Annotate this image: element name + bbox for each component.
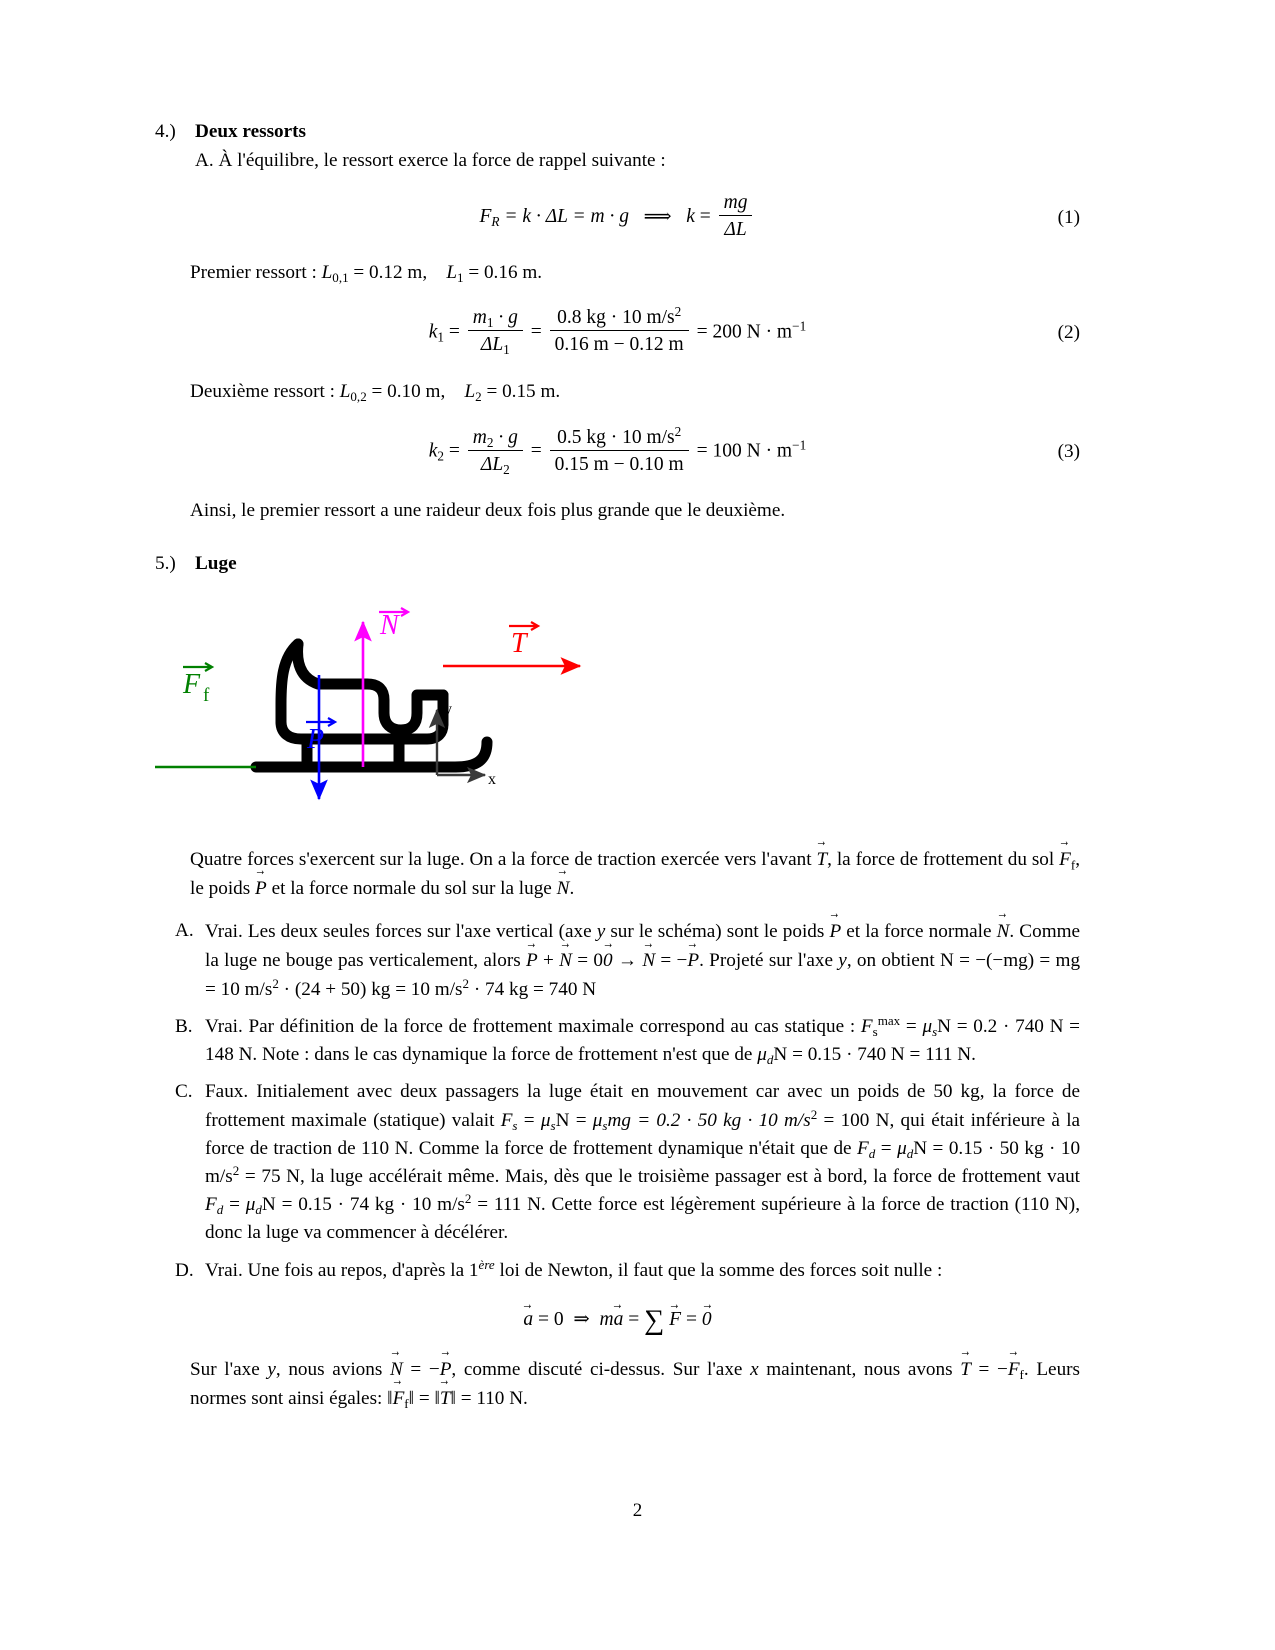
vector-N-a2: N → bbox=[559, 946, 572, 975]
force-friction-label-sub: f bbox=[203, 684, 210, 706]
eq3-k-sub: 2 bbox=[437, 448, 445, 464]
answer-a-exp1: 2 bbox=[272, 975, 279, 991]
force-normal-label: N bbox=[380, 609, 399, 641]
answer-item-d bbox=[155, 1257, 1080, 1285]
eq2-frac1-num-rest: · g bbox=[498, 307, 518, 329]
eqD-eq2: = bbox=[628, 1308, 640, 1330]
answer-c-mu-s1-sub: s bbox=[550, 1117, 556, 1133]
eq2-frac2-num-text: 0.8 kg · 10 m/s bbox=[557, 307, 675, 329]
eq3-fraction-2 bbox=[550, 423, 689, 476]
eq2-result: = 200 N · m bbox=[696, 321, 793, 343]
answer-d-sup: ère bbox=[478, 1256, 495, 1272]
eq3-frac1-num-sub: 2 bbox=[486, 434, 494, 450]
problem-5 bbox=[155, 550, 1080, 577]
answer-item-a bbox=[155, 917, 1080, 1004]
force-traction-label: T bbox=[511, 627, 527, 659]
spring-1-line: Premier ressort : $L_{0,1} = 0.12$ m, $L_1 = 0.16$ m. bbox=[190, 261, 543, 285]
eq2-frac2-num-exp: 2 bbox=[674, 304, 682, 320]
eq2-fraction-1 bbox=[468, 306, 523, 356]
equation-1-wrapper bbox=[155, 193, 1080, 243]
answer-c-mu-d2-sub: d bbox=[255, 1202, 262, 1218]
page-number: 2 bbox=[632, 1500, 643, 1521]
eq1-lhs-sub: R bbox=[491, 214, 500, 230]
answer-c-t2: la force de frottement maximale (statique) valait bbox=[205, 1081, 1080, 1131]
vector-F-sub-1: f bbox=[1070, 856, 1076, 872]
closing-t7: . Leurs normes sont ainsi égales: bbox=[190, 1358, 1081, 1410]
eq3-frac2-num-text: 0.5 kg · 10 m/s bbox=[557, 426, 675, 448]
problem-5-number: 5.) bbox=[155, 553, 176, 575]
answer-c-eqd: = 100 bbox=[823, 1109, 870, 1131]
eq3-frac2-num-exp: 2 bbox=[674, 423, 682, 439]
eq2-result-exp: −1 bbox=[792, 318, 807, 334]
answer-b-mu-d-sub: d bbox=[766, 1052, 774, 1068]
answer-c-fd2: F bbox=[205, 1194, 217, 1216]
answer-c-mu-s2-sub: s bbox=[602, 1117, 608, 1133]
intro-text-5: et la force normale du sol sur la luge bbox=[271, 877, 552, 899]
vector-P-a1: P → bbox=[829, 917, 841, 946]
intro-text-1: Quatre forces s'exercent sur la luge. On a la force de traction exercée vers l'avant bbox=[190, 848, 812, 870]
vector-F-norm-sub: f bbox=[404, 1396, 409, 1412]
eq1-expr: = k · ΔL = m · g bbox=[504, 206, 630, 227]
eqD-sum-symbol: ∑ bbox=[644, 1304, 665, 1336]
equation-2: $k_1$ = $\frac{m_1 \cdot g}{\Delta L_1}$ = $\frac{0.8 kg \cdot 10 m/s^2}{0.16 m - 0.12 m}$ = 200 $N \cdot m^{-1}$ bbox=[428, 304, 807, 358]
vector-a-1: a → bbox=[523, 1308, 533, 1331]
answer-c-eqc: mg = 0.2 · 50 kg · 10 m/s bbox=[607, 1109, 811, 1131]
vector-F-inline-1: F → bbox=[1059, 845, 1071, 874]
eq2-frac1-num bbox=[468, 306, 523, 331]
equation-3: $k_2$ = $\frac{m_2 \cdot g}{\Delta L_2}$ = $\frac{0.5 kg \cdot 10 m/s^2}{0.15 m - 0.10 m}$ = 100 $N \cdot m^{-1}$ bbox=[428, 423, 807, 477]
axis-x-label: x bbox=[488, 770, 496, 788]
answer-c-fd2-sub: d bbox=[216, 1202, 224, 1218]
eqD-implies: ⇒ bbox=[573, 1308, 590, 1330]
answer-b-letter: B. bbox=[175, 1015, 193, 1037]
problem-4-conclusion: Ainsi, le premier ressort a une raideur deux fois plus grande que le deuxième. bbox=[190, 500, 786, 522]
eq3-frac1-den-var: ΔL bbox=[480, 453, 504, 475]
eqD-eq3: = bbox=[685, 1308, 697, 1330]
answer-d-t1: Une fois au repos, d'après la 1 bbox=[247, 1259, 479, 1281]
eq2-frac1-den bbox=[468, 331, 523, 356]
eq1-frac-den: ΔL bbox=[724, 218, 747, 240]
answer-c-fs-sub: s bbox=[512, 1117, 518, 1133]
sled-force-diagram bbox=[155, 600, 1080, 815]
answer-c-mu-s1: μ bbox=[540, 1109, 551, 1131]
eq2-frac1-num-var: m bbox=[472, 307, 487, 329]
eq2-fraction-2 bbox=[550, 306, 689, 356]
answer-c-exp1: 2 bbox=[810, 1106, 818, 1122]
answer-c-letter: C. bbox=[175, 1081, 193, 1103]
answer-c-eqa: = bbox=[523, 1109, 535, 1131]
spring-2-L0-var: L bbox=[339, 380, 351, 402]
answer-item-c bbox=[155, 1078, 1080, 1247]
answer-b-t2: = bbox=[905, 1015, 917, 1037]
eq3-frac2-den: 0.15 m − 0.10 m bbox=[554, 453, 684, 475]
answer-c-eqg: = 75 N, la luge accélérait même. Mais, dès que le bbox=[244, 1165, 633, 1187]
problem-4 bbox=[155, 118, 1080, 175]
answer-c-eqh: = bbox=[229, 1194, 240, 1216]
answer-c-t3: N, qui était inférieure à la force de traction de 110 N. Comme la force de frottement dynamique bbox=[205, 1109, 1081, 1159]
problem-5-intro-paragraph bbox=[155, 845, 1080, 903]
eq2-frac1-num-sub: 1 bbox=[486, 315, 494, 331]
closing-axis-y: y bbox=[267, 1358, 276, 1380]
answer-a-eq2: = − bbox=[660, 950, 688, 972]
answer-a-t6: . Projeté bbox=[699, 950, 764, 972]
answer-a-t8: , on obtient N = −(−mg) = mg = 10 m/s bbox=[205, 950, 1081, 1000]
answer-a-arrow: → bbox=[617, 950, 638, 972]
answer-c-eqj: = 111 bbox=[477, 1194, 522, 1216]
answer-a-t2: sur le schéma) sont le poids bbox=[610, 921, 825, 943]
eq2-k-var: k bbox=[428, 321, 438, 343]
answer-b-mu-s: μ bbox=[922, 1015, 933, 1037]
eq3-fraction-1 bbox=[468, 426, 523, 476]
equation-3-tag: (3) bbox=[1057, 441, 1080, 463]
answer-d-t2: loi de Newton, il faut que la somme des forces soit nulle : bbox=[499, 1259, 943, 1281]
answer-d-letter: D. bbox=[175, 1259, 194, 1281]
vector-T-norm: T → bbox=[440, 1384, 451, 1413]
page-content bbox=[155, 118, 1080, 1413]
answer-a-t10: · 74 kg = 740 N bbox=[473, 978, 597, 1000]
eq3-result-exp: −1 bbox=[792, 437, 807, 453]
vector-N-a1: N → bbox=[997, 917, 1010, 946]
answer-a-axis2: y bbox=[838, 950, 847, 972]
eq2-frac2-num bbox=[550, 306, 689, 331]
eq3-k-var: k bbox=[428, 440, 438, 462]
closing-t5: maintenant, nous avons bbox=[766, 1358, 953, 1380]
answer-b-text bbox=[205, 1013, 1080, 1069]
force-friction-label: F bbox=[183, 668, 201, 700]
answer-a-t1: Les deux seules forces sur l'axe vertical (axe bbox=[247, 921, 592, 943]
spring-1-L1-value: 0.16 m. bbox=[483, 261, 543, 283]
answer-b-mu-s-sub: s bbox=[932, 1024, 938, 1040]
vector-zero-d: 0 → bbox=[702, 1308, 712, 1331]
answer-b-fs-sub: s bbox=[872, 1024, 878, 1040]
spring-1-L0-var: L bbox=[321, 261, 333, 283]
problem-4-number: 4.) bbox=[155, 121, 176, 142]
closing-t8: ‖ = ‖ bbox=[408, 1388, 440, 1410]
problem-4-part-a-intro: A. À l'équilibre, le ressort exerce la force de rappel suivante : bbox=[195, 150, 666, 172]
eq3-frac1-num-var: m bbox=[472, 426, 487, 448]
closing-t6: = − bbox=[978, 1358, 1008, 1380]
vector-P-inline-1: P → bbox=[255, 874, 267, 903]
axis-y-label: y bbox=[444, 700, 452, 718]
answer-a-t7: sur l'axe bbox=[768, 950, 833, 972]
answer-d-text bbox=[205, 1257, 1080, 1285]
answer-item-b bbox=[155, 1013, 1080, 1069]
answer-c-mu-d1: μ bbox=[897, 1137, 907, 1159]
equation-2-tag: (2) bbox=[1057, 321, 1080, 343]
vector-T-close: T → bbox=[960, 1355, 971, 1384]
spring-1-label: Premier ressort : bbox=[190, 261, 317, 283]
eq3-result: = 100 N · m bbox=[696, 440, 793, 462]
answer-c-fd: F bbox=[857, 1137, 869, 1159]
answer-c-mu-s2: μ bbox=[592, 1109, 603, 1131]
eq1-result-var: k bbox=[686, 206, 695, 227]
answer-a-eq1: = 0 bbox=[577, 950, 603, 972]
answer-b-fs-sup: max bbox=[877, 1013, 901, 1029]
answer-a-exp2: 2 bbox=[462, 975, 470, 991]
vector-P-close: P → bbox=[440, 1355, 452, 1384]
vector-zero-a1: 0 → bbox=[603, 946, 613, 975]
closing-t1: Sur l'axe bbox=[190, 1358, 260, 1380]
vector-P-a2: P → bbox=[526, 946, 538, 975]
intro-text-6: . bbox=[569, 877, 575, 899]
equation-1-tag: (1) bbox=[1057, 206, 1080, 228]
eqD-m: m bbox=[599, 1308, 614, 1330]
answer-a-t3: et la force bbox=[846, 921, 924, 943]
sled-diagram-svg bbox=[155, 600, 1080, 815]
closing-t3: = − bbox=[410, 1358, 440, 1380]
closing-t2: , nous avions bbox=[275, 1358, 383, 1380]
answer-c-eqe: = bbox=[880, 1137, 892, 1159]
spring-2-L2-value: 0.15 m. bbox=[502, 380, 561, 402]
eq2-frac1-den-sub: 1 bbox=[503, 342, 510, 358]
vector-N-close: N → bbox=[390, 1355, 403, 1384]
answer-c-fs: F bbox=[500, 1109, 513, 1131]
eq1-frac-num: mg bbox=[719, 191, 753, 216]
answer-a-verdict: Vrai. bbox=[205, 921, 243, 943]
spring-1-L0-value: 0.12 m, bbox=[369, 261, 428, 283]
answer-a-t5: . Comme la luge ne bouge pas verticalement, alors bbox=[205, 921, 1081, 972]
vector-F-close: F → bbox=[1008, 1355, 1020, 1384]
problem-5-title: Luge bbox=[195, 553, 237, 575]
equation-2-wrapper bbox=[155, 304, 1080, 358]
vector-F-norm: F → bbox=[393, 1384, 405, 1413]
eq1-fraction bbox=[719, 191, 753, 241]
vector-N-inline-1: N → bbox=[557, 874, 570, 903]
spring-1-L0-sub: 0,1 bbox=[332, 269, 349, 285]
vector-F-close-sub: f bbox=[1019, 1367, 1024, 1383]
spring-2-L2-var: L bbox=[464, 380, 476, 402]
answer-b-t1: Par définition de la force de frottement maximale correspond au cas statique : bbox=[248, 1015, 856, 1037]
intro-text-2: , la force de bbox=[827, 848, 918, 870]
spring-2-L2-sub: 2 bbox=[475, 388, 482, 404]
force-weight-label: P bbox=[307, 723, 325, 755]
answer-c-t5: troisième passager est à bord, la force de frottement vaut bbox=[637, 1165, 1081, 1187]
answer-c-fd-sub: d bbox=[868, 1145, 876, 1161]
spring-2-line: Deuxième ressort : $L_{0,2} = 0.10$ m, $L_2 = 0.15$ m. bbox=[190, 380, 561, 404]
answer-c-t6: N. Cette force est légèrement supérieure à la force de traction (110 N), donc la luge va commencer bbox=[205, 1194, 1080, 1244]
eq2-k-sub: 1 bbox=[437, 329, 445, 345]
answer-c-mu-d2: μ bbox=[245, 1194, 256, 1216]
equation-1: $F_R = k \cdot \Delta L = m \cdot g$ ⟹ k = $\frac{mg}{\Delta L}$ bbox=[155, 193, 1080, 243]
closing-axis-x: x bbox=[750, 1358, 759, 1380]
answer-b-t3: N = 0.2 · 740 N = 148 N. Note : dans le cas dynamique la force de frottement n'est que de bbox=[205, 1015, 1080, 1066]
eq1-lhs: F bbox=[479, 206, 492, 227]
vector-N-a3: N → bbox=[642, 946, 655, 975]
spring-2-L0-value: 0.10 m, bbox=[387, 380, 446, 402]
answer-a-t4: normale bbox=[928, 921, 992, 943]
closing-t9: ‖ = 110 N. bbox=[450, 1388, 528, 1410]
closing-t4: , comme discuté ci-dessus. Sur l'axe bbox=[451, 1358, 743, 1380]
eq3-frac1-den-sub: 2 bbox=[503, 461, 510, 477]
answer-c-text bbox=[205, 1078, 1080, 1247]
answer-c-t7: à décélérer. bbox=[420, 1222, 509, 1244]
answer-a-t9: · (24 + 50) kg = 10 m/s bbox=[283, 978, 463, 1000]
equation-newton-sum bbox=[155, 1305, 1080, 1337]
answer-c-eqb: N = bbox=[555, 1109, 587, 1131]
answers-list bbox=[155, 917, 1080, 1285]
answer-b-t4: N = 0.15 · 740 N = 111 N. bbox=[773, 1044, 976, 1066]
answer-a-letter: A. bbox=[175, 919, 194, 941]
eq2-frac1-den-var: ΔL bbox=[480, 334, 504, 356]
answer-c-t4: n'était que de bbox=[748, 1137, 852, 1159]
eq1-implies: ⟹ bbox=[643, 206, 672, 227]
sled-icon bbox=[256, 644, 487, 767]
answer-a-text: Vrai. Les deux seules forces sur l'axe vertical (axe y sur le schéma) sont le poids P → et la force normale N →. Comme la luge ne bouge pas verticalement, alors P → + N → = 00 → → N → = −P →. Projeté sur l'axe y, on obtient N = −(−mg) = mg = 10 $m/s^2 \cdot (24 + 50)$ kg = 10 $m/s^2 \cdot 74$ kg = 740 N bbox=[205, 917, 1080, 1004]
vector-P-a3: P → bbox=[687, 946, 699, 975]
answer-b-mu-d: μ bbox=[757, 1044, 767, 1066]
problem-4-title: Deux ressorts bbox=[195, 121, 307, 142]
intro-text-4: , le poids bbox=[190, 848, 1081, 899]
answer-b-verdict: Vrai. bbox=[205, 1015, 243, 1037]
answer-c-exp2: 2 bbox=[232, 1163, 240, 1179]
spring-2-label: Deuxième ressort : bbox=[190, 380, 335, 402]
answer-c-verdict: Faux. bbox=[205, 1081, 249, 1103]
eq3-frac2-num bbox=[550, 423, 689, 451]
intro-text-3: frottement du sol bbox=[922, 848, 1055, 870]
spring-1-L1-sub: 1 bbox=[457, 269, 464, 285]
spring-1-L1-var: L bbox=[446, 261, 457, 283]
answer-c-exp3: 2 bbox=[464, 1191, 472, 1207]
vector-F-sum: F → bbox=[669, 1308, 681, 1331]
vector-T-inline-1: T → bbox=[816, 845, 827, 874]
eqD-eq1: = 0 bbox=[538, 1308, 564, 1330]
eq3-frac1-num bbox=[468, 426, 523, 451]
spring-2-L0-sub: 0,2 bbox=[350, 388, 367, 404]
answer-c-eqf: N = 0.15 · 50 kg · 10 m/s bbox=[205, 1137, 1081, 1187]
answer-c-mu-d1-sub: d bbox=[906, 1145, 914, 1161]
answer-d-verdict: Vrai. bbox=[205, 1259, 243, 1281]
closing-paragraph: Sur l'axe y, nous avions N → = −P →, comme discuté ci-dessus. Sur l'axe x maintenant, nous avons T → = $-F \to_f$. Leurs normes sont ainsi égales: ‖F $\to_f‖$ = ‖T →‖ = 110 N. bbox=[155, 1355, 1080, 1413]
eq2-frac2-den: 0.16 m − 0.12 m bbox=[554, 334, 684, 356]
equation-3-wrapper bbox=[155, 423, 1080, 477]
eq3-frac1-den bbox=[468, 451, 523, 476]
answer-a-axis: y bbox=[596, 921, 606, 943]
eq3-frac1-num-rest: · g bbox=[498, 426, 518, 448]
answer-b-fs: F bbox=[860, 1015, 873, 1037]
vector-a-2: a → bbox=[614, 1308, 624, 1331]
answer-c-eqi: N = 0.15 · 74 kg · 10 m/s bbox=[261, 1194, 465, 1216]
answer-c-t1: Initialement avec deux passagers la luge était en mouvement car avec un poids de 50 kg, bbox=[256, 1081, 985, 1103]
